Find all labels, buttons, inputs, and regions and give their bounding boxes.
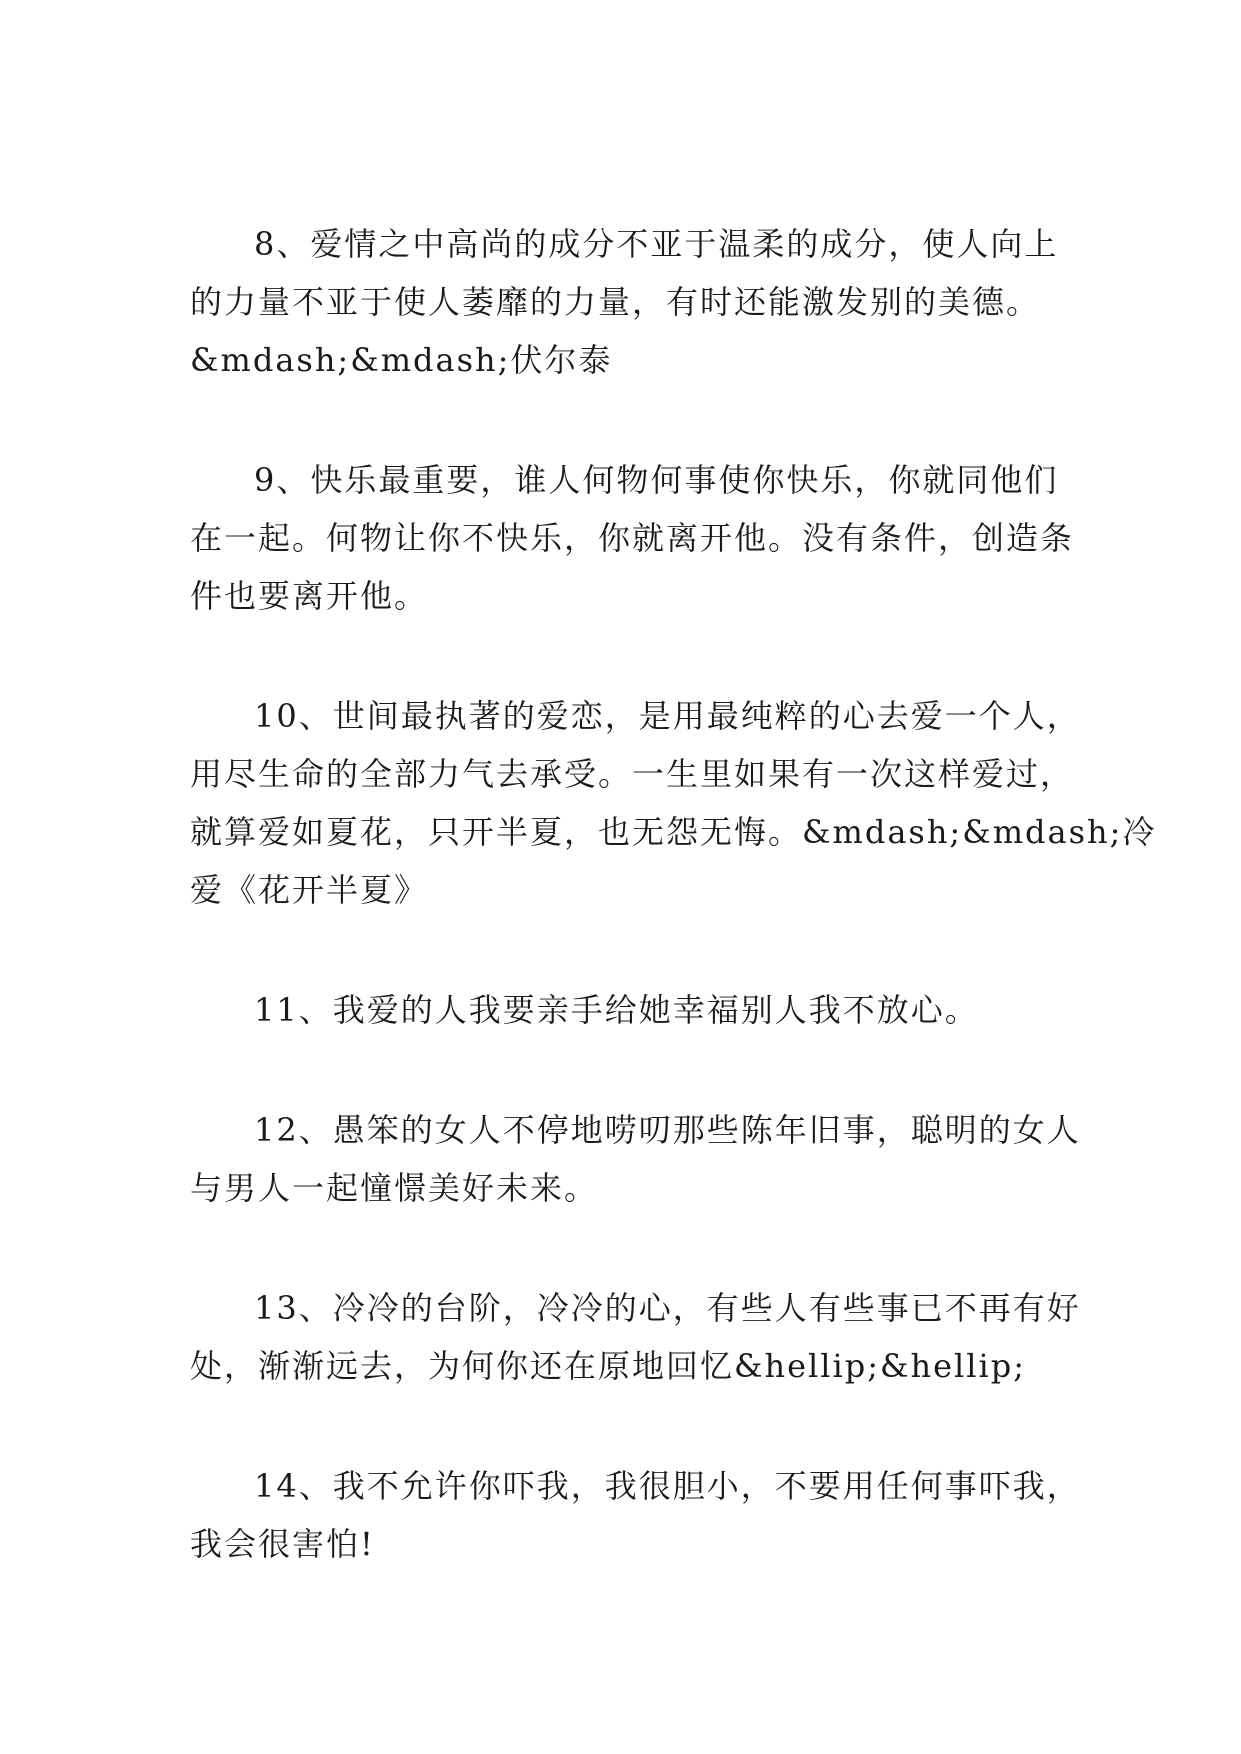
paragraph-line: 12、愚笨的女人不停地唠叨那些陈年旧事，聪明的女人 xyxy=(254,1111,1081,1149)
paragraph-line: 处，渐渐远去，为何你还在原地回忆&hellip;&hellip; xyxy=(190,1347,1027,1385)
paragraph-line: 11、我爱的人我要亲手给她幸福别人我不放心。 xyxy=(254,991,979,1029)
paragraph-line: 的力量不亚于使人萎靡的力量，有时还能激发别的美德。 xyxy=(190,283,1041,321)
paragraph-line: 就算爱如夏花，只开半夏，也无怨无悔。&mdash;&mdash;冷 xyxy=(190,813,1157,851)
quote-paragraph-13 xyxy=(190,1279,1081,1395)
paragraph-line: 10、世间最执著的爱恋，是用最纯粹的心去爱一个人， xyxy=(254,697,1081,735)
paragraph-line: 8、爱情之中高尚的成分不亚于温柔的成分，使人向上 xyxy=(254,225,1059,263)
paragraph-line: 用尽生命的全部力气去承受。一生里如果有一次这样爱过， xyxy=(190,755,1075,793)
quote-paragraph-14 xyxy=(190,1457,1081,1573)
quote-paragraph-11 xyxy=(190,981,1060,1039)
quote-paragraph-12 xyxy=(190,1101,1081,1217)
paragraph-line: 13、冷冷的台阶，冷冷的心，有些人有些事已不再有好 xyxy=(254,1289,1081,1327)
paragraph-line: &mdash;&mdash;伏尔泰 xyxy=(190,341,613,379)
paragraph-line: 与男人一起憧憬美好未来。 xyxy=(190,1169,599,1207)
paragraph-line: 爱《花开半夏》 xyxy=(190,871,429,909)
paragraph-line: 14、我不允许你吓我，我很胆小，不要用任何事吓我， xyxy=(254,1467,1081,1505)
paragraph-line: 在一起。何物让你不快乐，你就离开他。没有条件，创造条 xyxy=(190,519,1075,557)
quote-paragraph-8 xyxy=(190,215,1060,389)
quote-paragraph-10 xyxy=(190,687,1157,919)
paragraph-line: 我会很害怕! xyxy=(190,1525,375,1563)
paragraph-line: 件也要离开他。 xyxy=(190,577,429,615)
quote-paragraph-9 xyxy=(190,451,1075,625)
paragraph-line: 9、快乐最重要，谁人何物何事使你快乐，你就同他们 xyxy=(254,461,1059,499)
